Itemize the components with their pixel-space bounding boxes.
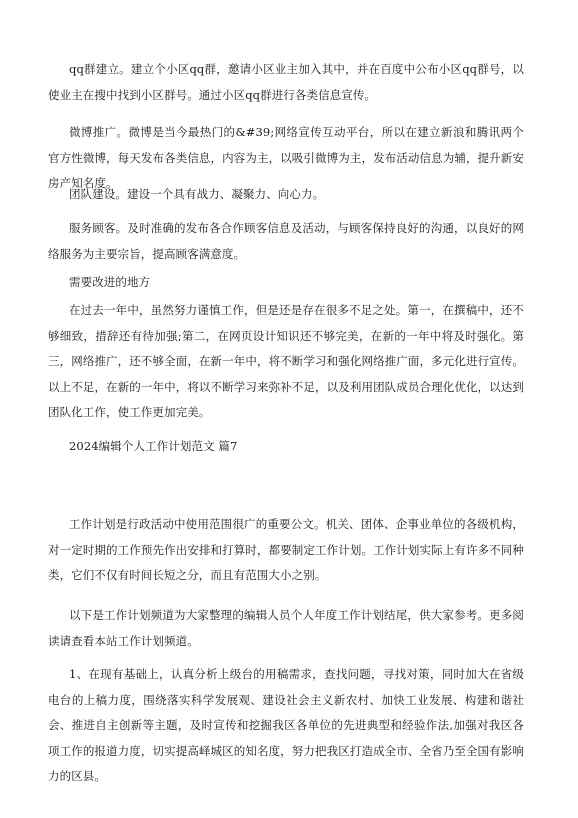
paragraph-team: 团队建设。建设一个具有战力、凝聚力、向心力。 xyxy=(69,187,325,201)
paragraph-service: 服务顾客。及时准确的发布各合作顾客信息及活动，与顾客保持良好的沟通，以良好的网络服务为主要宗旨，提高顾客满意度。 xyxy=(48,221,524,261)
paragraph-work-plan-intro: 工作计划是行政活动中使用范围很广的重要公文。机关、团体、企事业单位的各级机构，对一定时期的工作预先作出安排和打算时，都要制定工作计划。工作计划实际上有许多不同种类，它们不仅有时间长短之分，而且有范围大小之别。 xyxy=(48,517,524,582)
section-heading-improvement: 需要改进的地方 xyxy=(69,275,151,289)
article-title: 2024编辑个人工作计划范文 篇7 xyxy=(69,439,238,453)
paragraph-channel-note: 以下是工作计划频道为大家整理的编辑人员个人年度工作计划结尾，供大家参考。更多阅读请查看本站工作计划频道。 xyxy=(48,608,524,648)
paragraph-weibo: 微博推广。微博是当今最热门的&#39;网络宣传互动平台，所以在建立新浪和腾讯两个官方性微博，每天发布各类信息，内容为主，以吸引微博为主，发布活动信息为辅，提升新安房产知名度。 xyxy=(48,125,524,190)
paragraph-item-1: 1、在现有基础上，认真分析上级台的用稿需求，查找问题，寻找对策，同时加大在省级电台的上稿力度，围绕落实科学发展观、建设社会主义新农村、加快工业发展、构建和谐社会、推进自主创新等主题，及时宣传和挖掘我区各单位的先进典型和经验作法,加强对我区各项工作的报道力度，切实提高峄城区的知名度，努力把我区打造成全市、全省乃至全国有影响力的区县。 xyxy=(48,667,524,783)
paragraph-past-year: 在过去一年中，虽然努力谨慎工作，但是还是存在很多不足之处。第一，在撰稿中，还不够细致，措辞还有待加强;第二，在网页设计知识还不够完美，在新的一年中将及时强化。第三，网络推广，还不够全面，在新一年中，将不断学习和强化网络推广面，多元化进行宣传。以上不足，在新的一年中，将以不断学习来弥补不足，以及利用团队成员合理化优化，以达到团队化工作，使工作更加完美。 xyxy=(48,303,524,419)
paragraph-qq-group: qq群建立。建立个小区qq群，邀请小区业主加入其中，并在百度中公布小区qq群号，以使业主在搜中找到小区群号。通过小区qq群进行各类信息宣传。 xyxy=(48,62,524,102)
